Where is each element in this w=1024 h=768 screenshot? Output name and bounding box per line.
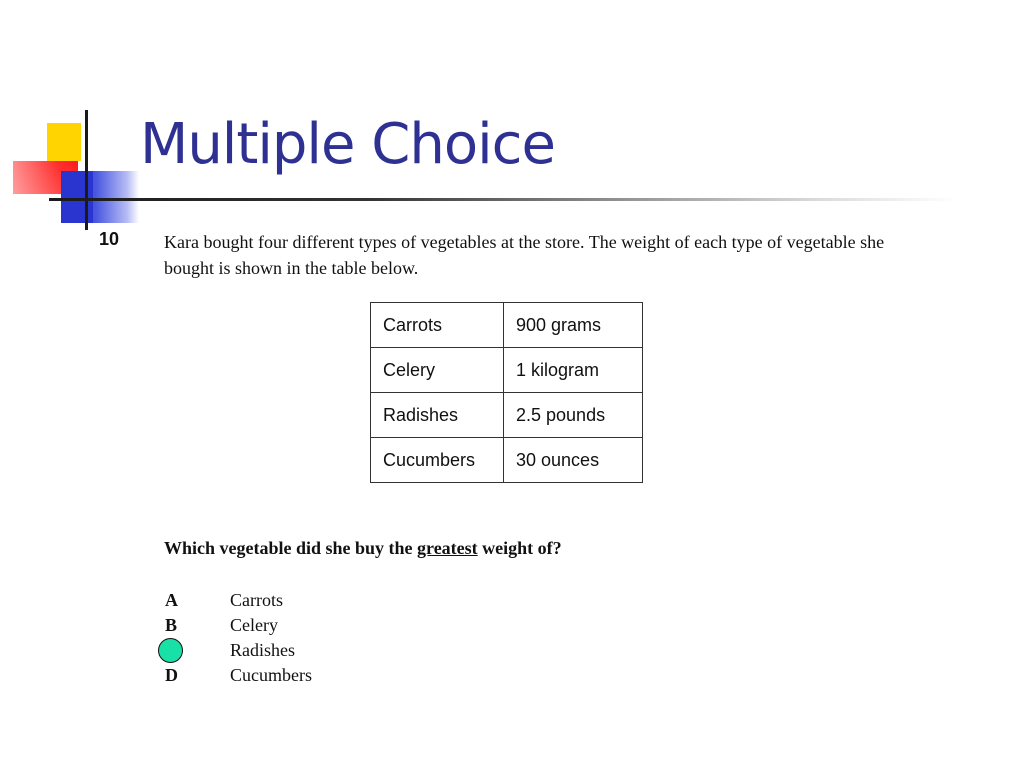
table-row	[371, 393, 643, 438]
table-cell-vegetable: Celery	[371, 348, 504, 393]
question-ask	[164, 538, 562, 559]
logo-yellow-square	[47, 123, 81, 161]
question-number: 10	[99, 229, 120, 249]
table-cell-vegetable: Radishes	[371, 393, 504, 438]
table-row	[371, 438, 643, 483]
table-cell-weight: 1 kilogram	[504, 348, 643, 393]
question-ask-emphasis: greatest	[417, 538, 478, 558]
question-ask-end: weight of?	[477, 538, 562, 558]
table-row	[371, 303, 643, 348]
choice-text: Radishes	[230, 640, 295, 660]
table-cell-vegetable: Cucumbers	[371, 438, 504, 483]
vegetable-weight-table	[370, 302, 643, 483]
choice-letter: D	[165, 665, 178, 685]
choice-text: Cucumbers	[230, 665, 312, 685]
choice-text: Carrots	[230, 590, 283, 610]
table-cell-weight: 900 grams	[504, 303, 643, 348]
choice-text: Celery	[230, 615, 278, 635]
table-row	[371, 348, 643, 393]
choice-letter: A	[165, 590, 178, 610]
selected-answer-circle-icon	[158, 638, 183, 663]
slide-title: Multiple Choice	[140, 112, 555, 177]
logo-blue-square	[61, 171, 93, 223]
table-cell-weight: 2.5 pounds	[504, 393, 643, 438]
title-underline-rule	[49, 198, 959, 201]
slide-logo-decoration	[0, 0, 160, 240]
question-ask-start: Which vegetable did she buy the	[164, 538, 418, 558]
choice-letter: B	[165, 615, 178, 635]
question-prompt: Kara bought four different types of vegetables at the store. The weight of each type of vegetable she bought is shown in the table below.	[164, 232, 885, 278]
table-cell-weight: 30 ounces	[504, 438, 643, 483]
table-cell-vegetable: Carrots	[371, 303, 504, 348]
logo-vertical-line	[85, 110, 88, 230]
